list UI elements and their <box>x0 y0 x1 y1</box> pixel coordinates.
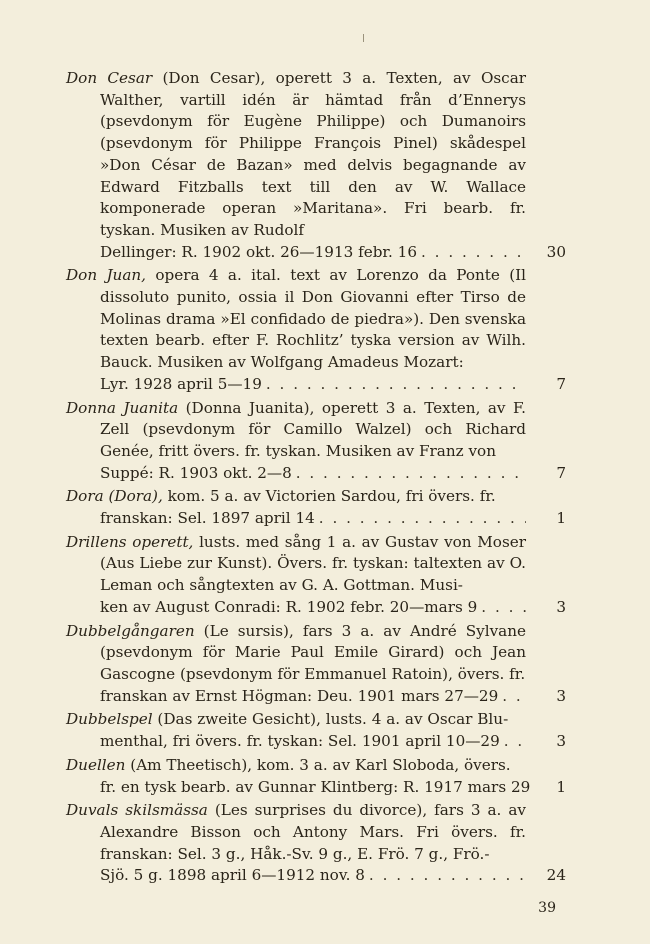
entry-count: 1 <box>556 509 566 528</box>
entry-count: 3 <box>556 686 566 705</box>
leader-dots <box>266 374 526 396</box>
entry-text <box>66 68 526 242</box>
entry-performance-line <box>66 865 526 887</box>
entry-count: 7 <box>556 374 566 393</box>
leader-dots <box>296 463 526 485</box>
entry-description: lusts. med sång 1 a. av Gustav von Moser (Aus Liebe zur Kunst). Övers. fr. tyskan: taltexten av O. Leman och sångtexten av G. A. Gottman. Musi- <box>100 532 526 595</box>
leader-dots <box>481 597 526 619</box>
entry-performances: ken av August Conradi: R. 1902 febr. 20—mars 9 <box>100 597 478 616</box>
leader-dots <box>369 865 526 887</box>
entry-description: opera 4 a. ital. text av Lorenzo da Ponte (Il dissoluto punito, ossia il Don Giovanni efter Tirso de Molinas drama »El confidado de piedra»). Den svenska texten bearb. efter F. Rochlitz’ tyska version av Wilh. Bauck. Musiken av Wolfgang Amadeus Mozart: <box>100 266 526 372</box>
entry-performance-line <box>66 463 526 485</box>
entry-performance-line <box>66 374 526 396</box>
entry-description: (Les surprises du divorce), fars 3 a. av Alexandre Bisson och Antony Mars. Fri övers. fr. franskan: Sel. 3 g., Håk.-Sv. 9 g., E. Frö. 7 g., Frö.- <box>100 801 526 863</box>
entry-title: Duvals skilsmässa <box>66 801 208 820</box>
entry-performance-line <box>66 242 526 264</box>
list-item <box>66 800 566 887</box>
entry-text <box>66 800 526 865</box>
entry-performances: Sjö. 5 g. 1898 april 6—1912 nov. 8 <box>100 866 365 885</box>
entry-performance-line <box>66 597 526 619</box>
list-item <box>66 621 566 708</box>
entry-description: (Das zweite Gesicht), lusts. 4 a. av Oscar Blu- <box>152 710 509 729</box>
entry-performances: franskan: Sel. 1897 april 14 <box>100 509 315 528</box>
entry-performances: Dellinger: R. 1902 okt. 26—1913 febr. 16 <box>100 242 418 261</box>
list-item <box>66 398 566 485</box>
entry-description: (Donna Juanita), operett 3 a. Texten, av F. Zell (psevdonym för Camillo Walzel) och Richard Genée, fritt övers. fr. tyskan. Musiken av Franz von <box>100 398 526 460</box>
entry-description: (Am Theetisch), kom. 3 a. av Karl Sloboda, övers. <box>125 755 511 774</box>
entry-description: (Don Cesar), operett 3 a. Texten, av Oscar Walther, vartill idén är hämtad från d’Ennerys (psevdonym för Eugène Philippe) och Dumanoirs (psevdonym för Philippe François Pinel) skådespel »Don César de Bazan» med delvis begagnande av Edward Fitzballs text till den av W. Wallace komponerade operan »Maritana». Fri bearb. fr. tyskan. Musiken av Rudolf <box>100 69 527 239</box>
leader-dots <box>319 508 526 530</box>
entry-title: Don Juan, <box>66 266 146 285</box>
entry-performances: menthal, fri övers. fr. tyskan: Sel. 1901 april 10—29 <box>100 732 500 751</box>
entry-performance-line <box>66 731 526 753</box>
entry-description: kom. 5 a. av Victorien Sardou, fri övers. fr. <box>162 487 496 506</box>
entry-text <box>66 486 526 508</box>
entry-performances: franskan av Ernst Högman: Deu. 1901 mars 27—29 <box>100 686 499 705</box>
entry-title: Dubbelgångaren <box>66 621 195 640</box>
list-item <box>66 68 566 263</box>
entry-count: 3 <box>556 597 566 616</box>
list-item <box>66 755 566 798</box>
entry-performances: Suppé: R. 1903 okt. 2—8 <box>100 463 292 482</box>
list-item <box>66 486 566 529</box>
entry-count: 30 <box>546 242 566 261</box>
entry-performances: fr. en tysk bearb. av Gunnar Klintberg: R. 1917 mars 29 <box>100 777 531 796</box>
entry-title: Duellen <box>66 755 126 774</box>
entry-count: 3 <box>556 732 566 751</box>
entry-title: Drillens operett, <box>66 532 194 551</box>
entry-text <box>66 709 526 731</box>
entry-text <box>66 265 526 374</box>
entry-performances: Lyr. 1928 april 5—19 <box>100 374 262 393</box>
entry-count: 7 <box>556 463 566 482</box>
list-item <box>66 532 566 619</box>
margin-mark <box>363 34 364 42</box>
entry-text <box>66 755 526 777</box>
entry-text <box>66 621 526 686</box>
leader-dots <box>421 242 526 264</box>
page-number: 39 <box>538 900 556 916</box>
entry-performance-line <box>66 686 526 708</box>
entry-title: Don Cesar <box>66 69 153 87</box>
entry-count: 1 <box>556 777 566 796</box>
entry-text <box>66 532 526 597</box>
leader-dots <box>504 731 526 753</box>
list-item <box>66 265 566 395</box>
entry-list <box>66 68 566 889</box>
entry-text <box>66 398 526 463</box>
entry-performance-line <box>66 777 531 799</box>
entry-title: Dora (Dora), <box>66 487 163 506</box>
list-item <box>66 709 566 752</box>
entry-count: 24 <box>546 866 566 885</box>
entry-title: Dubbelspel <box>66 710 153 729</box>
entry-title: Donna Juanita <box>66 398 179 417</box>
entry-performance-line <box>66 508 526 530</box>
entry-description: (Le sursis), fars 3 a. av André Sylvane (psevdonym för Marie Paul Emile Girard) och Jean Gascogne (psevdonym för Emmanuel Ratoin), övers. fr. <box>100 621 526 683</box>
leader-dots <box>502 686 526 708</box>
